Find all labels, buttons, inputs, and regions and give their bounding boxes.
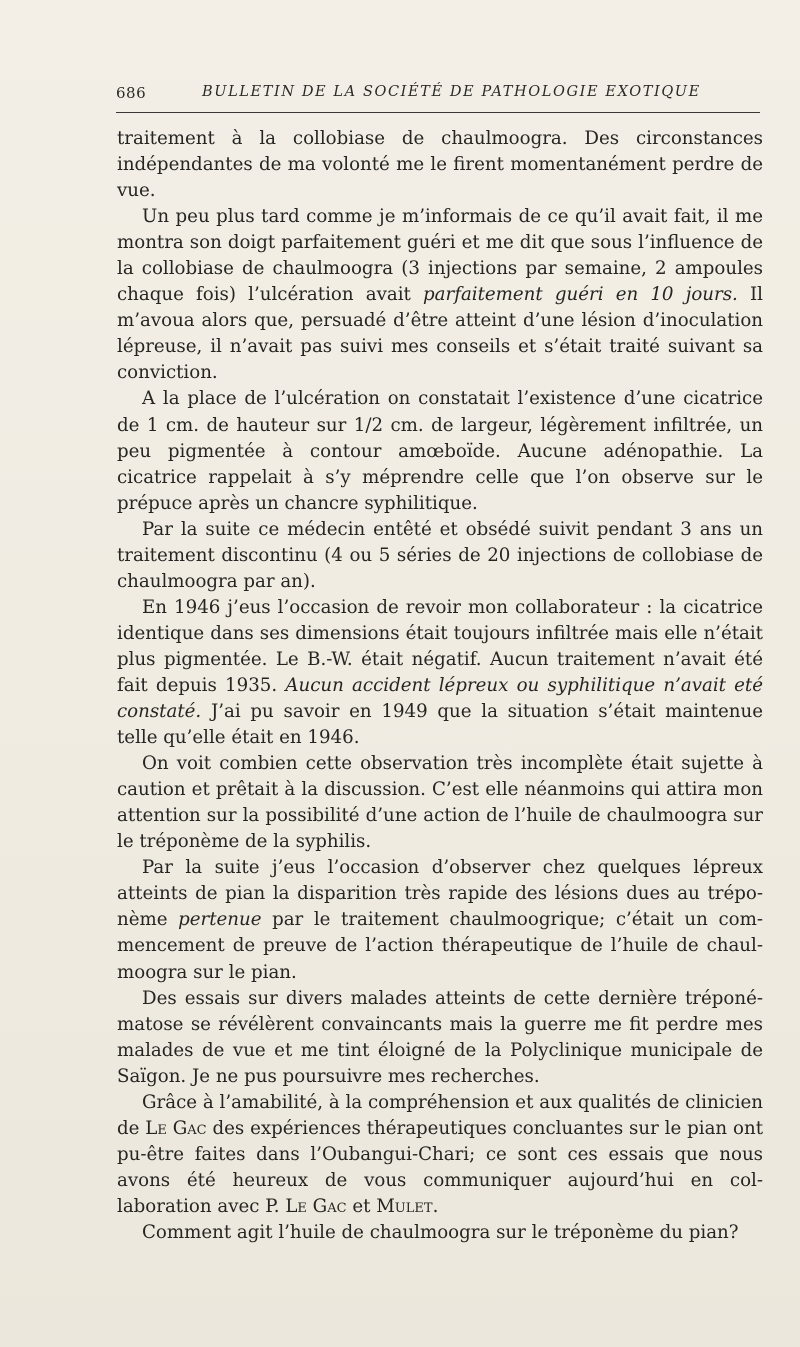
- paragraph-text: Par la suite j’eus l’occasion d’observer chez quelques lépreux atteints de pian la disparition très rapide des lésions dues au tréponème: [117, 857, 763, 931]
- paragraph-text: et: [346, 1195, 377, 1217]
- paragraph: [117, 986, 763, 1090]
- page-number: 686: [116, 84, 147, 102]
- paragraph-text: Des essais sur divers malades atteints de cette dernière tréponématose se révélèrent convaincants mais la guerre me fit perdre mes malades de vue et me tint éloigné de la Polyclinique municipale de Saïgon. Je ne pus poursuivre mes recherches.: [117, 987, 763, 1087]
- paragraph-text: Comment agit l’huile de chaulmoogra sur le tréponème du pian?: [142, 1221, 739, 1243]
- paragraph: [117, 751, 763, 855]
- paragraph: [117, 1090, 763, 1220]
- paragraph: [117, 595, 763, 751]
- running-title: BULLETIN DE LA SOCIÉTÉ DE PATHOLOGIE EXOTIQUE: [202, 84, 701, 100]
- paragraph: [117, 386, 763, 516]
- author-name: Le Gac: [285, 1195, 347, 1217]
- paragraph-text: .: [432, 1195, 439, 1217]
- paragraph: [117, 1220, 763, 1246]
- paragraph-text: En 1946 j’eus l’occasion de revoir mon collaborateur : la cicatrice identique dans ses dimensions était toujours infiltrée mais elle n’était plus pigmentée. Le B.-W. était négatif. Aucun traitement n’avait été fait depuis 1935.: [117, 596, 763, 696]
- paragraph-text: Par la suite ce médecin entêté et obsédé suivit pendant 3 ans un traitement discontinu (4 ou 5 séries de 20 injections de collobiase de chaulmoogra par an).: [117, 518, 763, 592]
- paragraph-text: des expériences thérapeutiques concluantes sur le pian ont pu-être faites dans l’Oubangui-Chari; ce sont ces essais que nous avons été heureux de vous communiquer aujourd’hui en collaboration avec P.: [117, 1117, 764, 1217]
- italic-phrase: Aucun accident lépreux ou syphilitique n’avait eté constaté.: [117, 674, 764, 723]
- italic-phrase: parfaitement guéri en 10 jours.: [423, 284, 738, 306]
- paragraph-text: On voit combien cette observation très incomplète était sujette à caution et prêtait à la discussion. C’est elle néanmoins qui attira mon attention sur la possibilité d’une action de l’huile de chaulmoogra sur le tréponème de la syphilis.: [117, 753, 763, 853]
- paragraph: [117, 126, 763, 204]
- paragraph-text: traitement à la collobiase de chaulmoogra. Des circonstances indépendantes de ma volonté me le firent momentanément perdre de vue.: [117, 128, 763, 202]
- paragraph-text: Un peu plus tard comme je m’informais de ce qu’il avait fait, il me montra son doigt parfaitement guéri et me dit que sous l’influence de la collobiase de chaulmoogra (3 injections par semaine, 2 ampoules chaque fois) l’ulcération avait: [117, 206, 763, 306]
- author-name: Mulet: [376, 1195, 433, 1217]
- paragraph-text: par le traitement chaulmoogrique; c’était un commencement de preuve de l’action thérapeutique de l’huile de chaulmoogra sur le pian.: [117, 909, 763, 983]
- header-rule: [116, 112, 760, 113]
- italic-phrase: pertenue: [178, 909, 262, 931]
- paragraph: [117, 855, 763, 985]
- paragraph-text: Grâce à l’amabilité, à la compréhension et aux qualités de clinicien de: [117, 1091, 763, 1139]
- article-body: [117, 126, 763, 1246]
- page-header: [116, 84, 760, 110]
- paragraph-text: A la place de l’ulcération on constatait l’existence d’une cicatrice de 1 cm. de hauteur sur 1/2 cm. de largeur, légèrement infiltrée, un peu pigmentée à contour amœboïde. Aucune adénopathie. La cicatrice rappelait à s’y méprendre celle que l’on observe sur le prépuce après un chancre syphilitique.: [117, 388, 763, 514]
- paragraph: [117, 517, 763, 595]
- author-name: Le Gac: [145, 1117, 207, 1139]
- paragraph-text: Il m’avoua alors que, persuadé d’être atteint d’une lésion d’inoculation lépreuse, il n’avait pas suivi mes conseils et s’était traité suivant sa conviction.: [117, 284, 763, 384]
- paragraph: [117, 204, 763, 386]
- paragraph-text: J’ai pu savoir en 1949 que la situation s’était maintenue telle qu’elle était en 1946.: [117, 701, 763, 749]
